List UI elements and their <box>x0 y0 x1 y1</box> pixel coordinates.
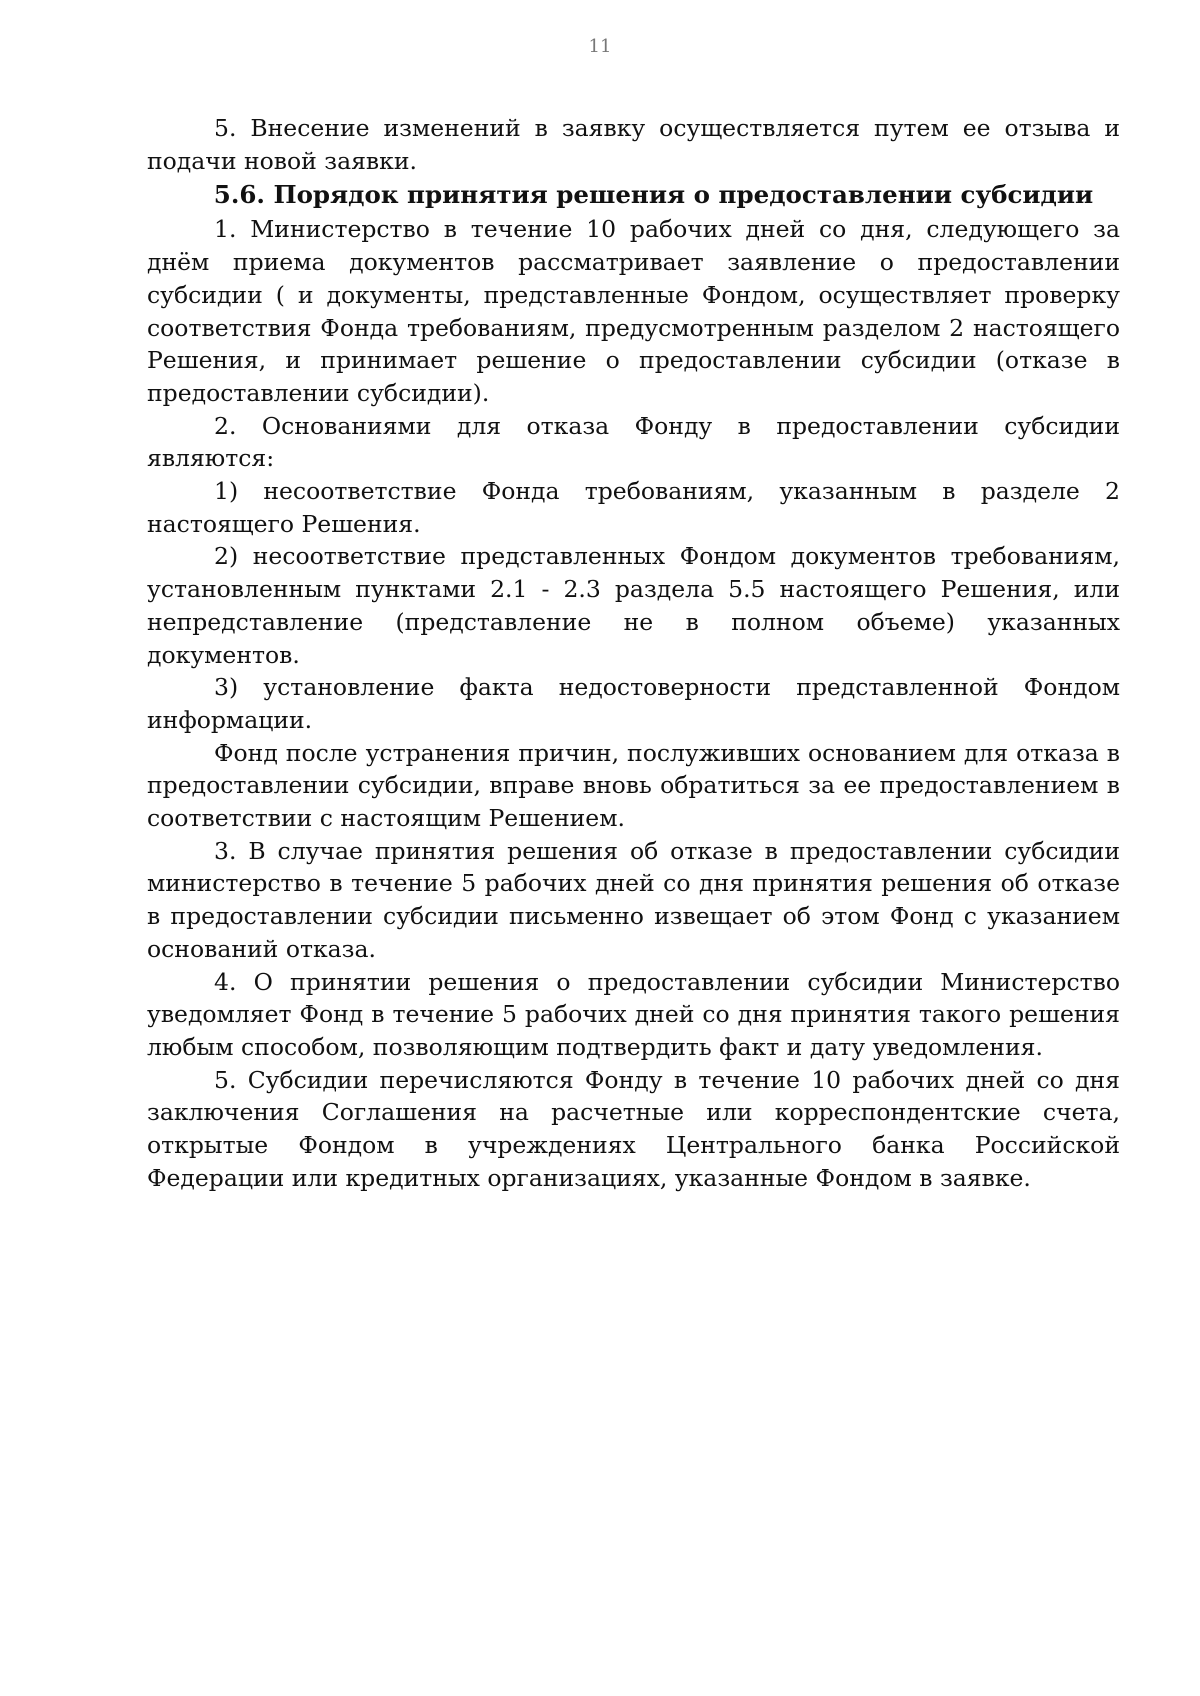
page-number: 11 <box>588 36 612 57</box>
paragraph: 5. Внесение изменений в заявку осуществляется путем ее отзыва и подачи новой заявки. <box>147 114 1120 175</box>
paragraph: 2) несоответствие представленных Фондом документов требованиям, установленным пунктами 2.1 - 2.3 раздела 5.5 настоящего Решения, или непредставление (представление не в полном объеме) указанных документов. <box>147 542 1120 669</box>
paragraph: Фонд после устранения причин, послуживших основанием для отказа в предоставлении субсидии, вправе вновь обратиться за ее предоставлением в соответствии с настоящим Решением. <box>147 738 1120 833</box>
paragraph: 1) несоответствие Фонда требованиям, указанным в разделе 2 настоящего Решения. <box>147 477 1120 538</box>
paragraph: 3. В случае принятия решения об отказе в предоставлении субсидии министерство в течение 5 рабочих дней со дня принятия решения об отказе в предоставлении субсидии письменно извещает об этом Фонд с указанием оснований отказа. <box>147 836 1120 963</box>
paragraph: 1. Министерство в течение 10 рабочих дней со дня, следующего за днём приема документов рассматривает заявление о предоставлении субсидии ( и документы, представленные Фондом, осуществляет проверку соответствия Фонда требованиям, предусмотренным разделом 2 настоящего Решения, и принимает решение о предоставлении субсидии (отказе в предоставлении субсидии). <box>147 215 1120 407</box>
paragraph: 3) установление факта недостоверности представленной Фондом информации. <box>147 673 1120 734</box>
paragraph: 2. Основаниями для отказа Фонду в предоставлении субсидии являются: <box>147 411 1120 473</box>
paragraph: 4. О принятии решения о предоставлении субсидии Министерство уведомляет Фонд в течение 5 рабочих дней со дня принятия такого решения любым способом, позволяющим подтвердить факт и дату уведомления. <box>147 967 1120 1061</box>
paragraph: 5. Субсидии перечисляются Фонду в течение 10 рабочих дней со дня заключения Соглашения на расчетные или корреспондентские счета, открытые Фондом в учреждениях Центрального банка Российской Федерации или кредитных организациях, указанные Фондом в заявке. <box>147 1065 1120 1192</box>
document-body <box>147 112 1120 1195</box>
section-heading: 5.6. Порядок принятия решения о предоставлении субсидии <box>213 180 1094 210</box>
